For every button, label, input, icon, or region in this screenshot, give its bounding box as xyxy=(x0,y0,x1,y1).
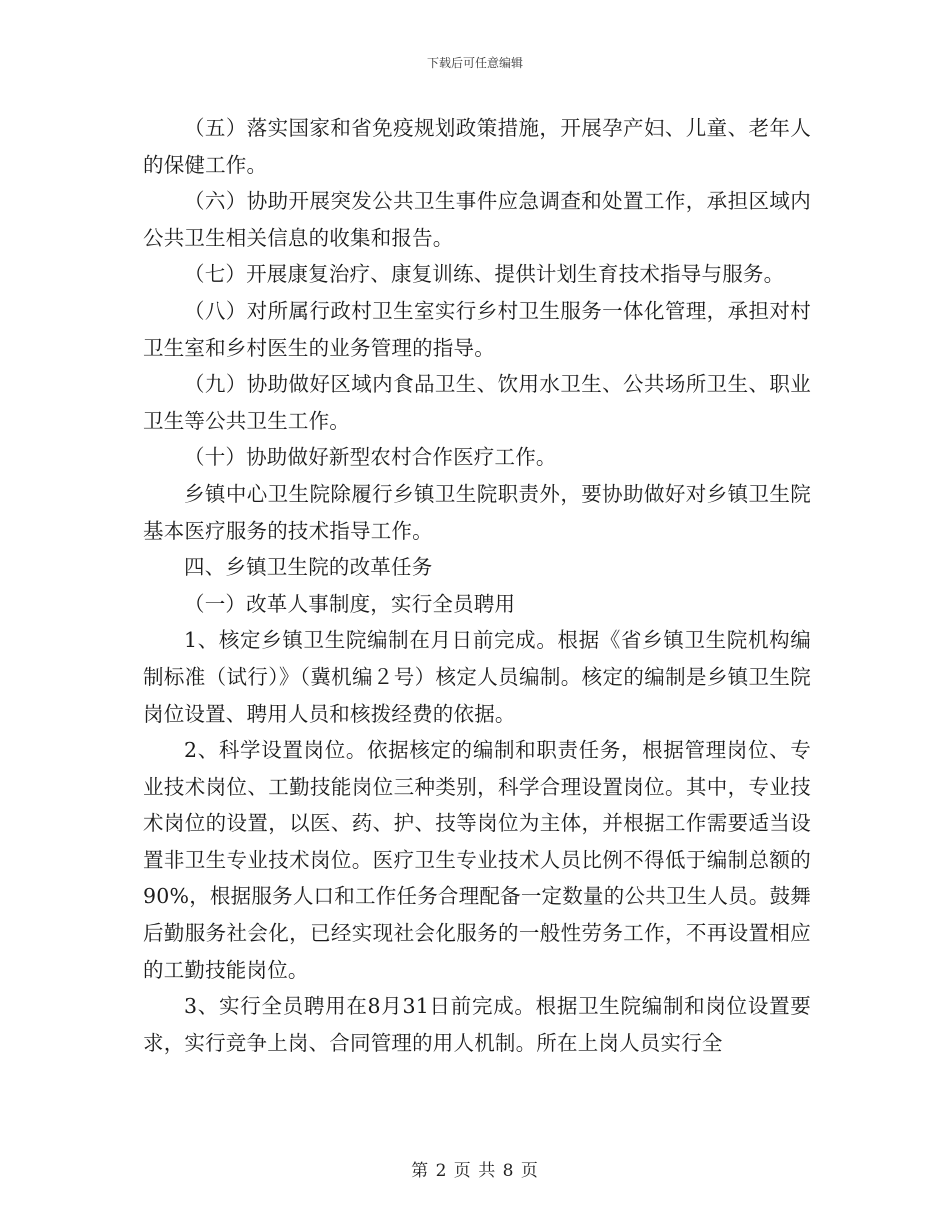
paragraph: （十）协助做好新型农村合作医疗工作。 xyxy=(184,445,557,470)
paragraph: （八）对所属行政村卫生室实行乡村卫生服务一体化管理，承担对村卫生室和乡村医生的业务管理的指导。 xyxy=(143,298,811,360)
paragraph: 乡镇中心卫生院除履行乡镇卫生院职责外，要协助做好对乡镇卫生院基本医疗服务的技术指导工作。 xyxy=(143,481,811,543)
page-number-footer: 第 2 页 共 8 页 xyxy=(411,1161,539,1181)
paragraph: 2、科学设置岗位。依据核定的编制和职责任务，根据管理岗位、专业技术岗位、工勤技能岗位三种类别，科学合理设置岗位。其中，专业技术岗位的设置，以医、药、护、技等岗位为主体，并根据工作需要适当设置非卫生专业技术岗位。医疗卫生专业技术人员比例不得低于编制总额的90%，根据服务人口和工作任务合理配备一定数量的公共卫生人员。鼓舞后勤服务社会化，已经实现社会化服务的一般性劳务工作，不再设置相应的工勤技能岗位。 xyxy=(143,738,811,982)
paragraph: 1、核定乡镇卫生院编制在月日前完成。根据《省乡镇卫生院机构编制标准（试行）》（冀机编２号）核定人员编制。核定的编制是乡镇卫生院岗位设置、聘用人员和核拨经费的依据。 xyxy=(143,628,811,726)
paragraph: （六）协助开展突发公共卫生事件应急调查和处置工作，承担区域内公共卫生相关信息的收集和报告。 xyxy=(143,189,811,250)
paragraph: 3、实行全员聘用在8月31日前完成。根据卫生院编制和岗位设置要求，实行竞争上岗、合同管理的用人机制。所在上岗人员实行全 xyxy=(143,994,811,1055)
page-header: 下载后可任意编辑 xyxy=(426,56,523,70)
paragraph: （七）开展康复治疗、康复训练、提供计划生育技术指导与服务。 xyxy=(184,262,785,287)
document-body xyxy=(143,110,811,1061)
section-heading: 四、乡镇卫生院的改革任务 xyxy=(184,555,433,580)
paragraph: （五）落实国家和省免疫规划政策措施，开展孕产妇、儿童、老年人的保健工作。 xyxy=(143,116,811,177)
subsection-heading: （一）改革人事制度，实行全员聘用 xyxy=(184,591,516,616)
paragraph: （九）协助做好区域内食品卫生、饮用水卫生、公共场所卫生、职业卫生等公共卫生工作。 xyxy=(143,372,811,433)
